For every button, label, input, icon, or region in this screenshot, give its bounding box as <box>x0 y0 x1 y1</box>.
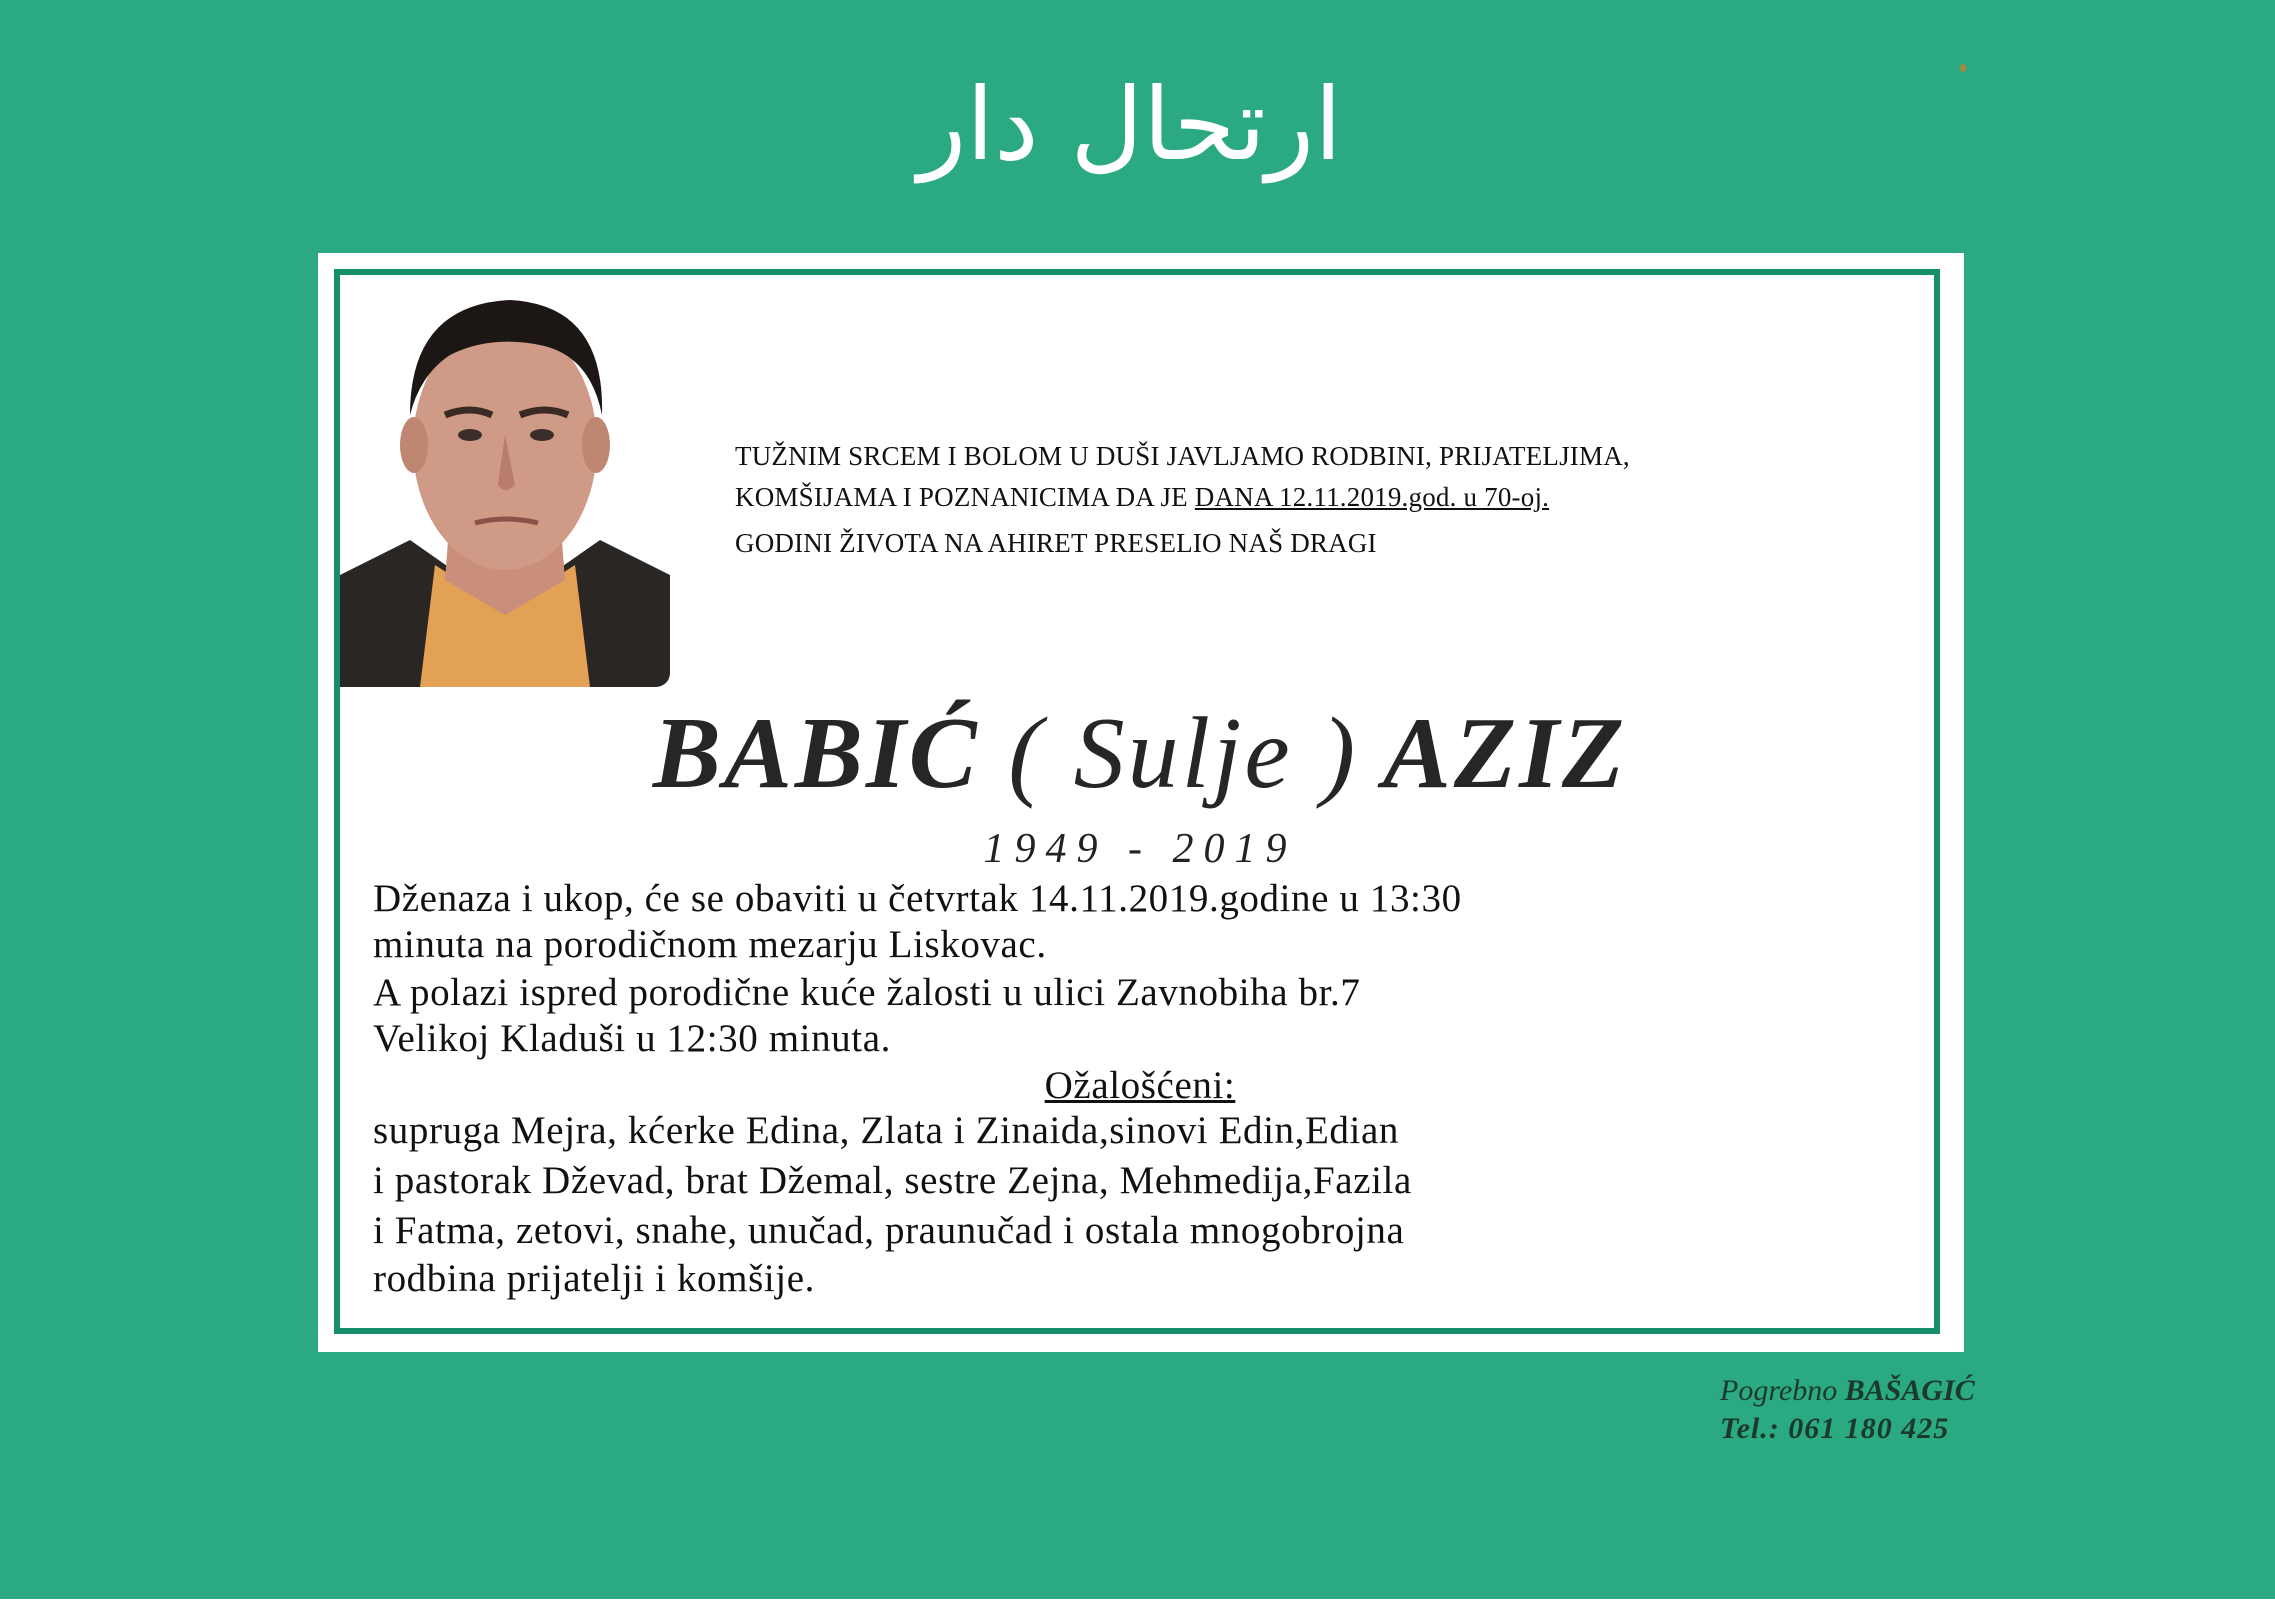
intro-line-2-text: KOMŠIJAMA I POZNANICIMA DA JE <box>735 482 1195 512</box>
surname: BABIĆ <box>652 697 980 810</box>
paper-speck <box>1960 64 1966 72</box>
funeral-line-2: minuta na porodičnom mezarju Liskovac. <box>373 923 1047 966</box>
funeral-line-4: Velikoj Kladuši u 12:30 minuta. <box>373 1017 891 1060</box>
mourners-line-2: i pastorak Dževad, brat Džemal, sestre Zejna, Mehmedija,Fazila <box>373 1159 1412 1202</box>
agency-name-line <box>1720 1372 1975 1410</box>
funeral-line-3: A polazi ispred porodične kuće žalosti u ulici Zavnobiha br.7 <box>373 971 1361 1014</box>
intro-line-2-date: DANA 12.11.2019.god. u 70-oj. <box>1194 482 1550 512</box>
agency-phone: Tel.: 061 180 425 <box>1720 1412 1950 1445</box>
mourners-heading: Ožalošćeni: <box>1044 1064 1236 1107</box>
mourners-line-4: rodbina prijatelji i komšije. <box>373 1257 815 1300</box>
funeral-agency-signature <box>1720 1372 1975 1448</box>
agency-prefix: Pogrebno <box>1720 1374 1845 1407</box>
agency-name: BAŠAGIĆ <box>1844 1374 1975 1407</box>
first-name: AZIZ <box>1382 697 1628 810</box>
intro-line-1: TUŽNIM SRCEM I BOLOM U DUŠI JAVLJAMO RODBINI, PRIJATELJIMA, <box>735 441 1630 471</box>
intro-line-3: GODINI ŽIVOTA NA AHIRET PRESELIO NAŠ DRAGI <box>735 528 1377 558</box>
deceased-name <box>330 695 1950 812</box>
nickname: ( Sulje ) <box>1008 697 1359 810</box>
mourners-line-3: i Fatma, zetovi, snahe, unučad, praunučad i ostala mnogobrojna <box>373 1209 1405 1252</box>
mourners-line-1: supruga Mejra, kćerke Edina, Zlata i Zinaida,sinovi Edin,Edian <box>373 1109 1399 1152</box>
funeral-line-1: Dženaza i ukop, će se obaviti u četvrtak 14.11.2019.godine u 13:30 <box>373 877 1462 920</box>
arabic-calligraphy-header: ارتحال دار <box>918 66 1342 183</box>
intro-line-2 <box>735 482 1549 513</box>
life-years: 1949 - 2019 <box>983 826 1297 872</box>
deceased-portrait-photo <box>340 275 670 687</box>
